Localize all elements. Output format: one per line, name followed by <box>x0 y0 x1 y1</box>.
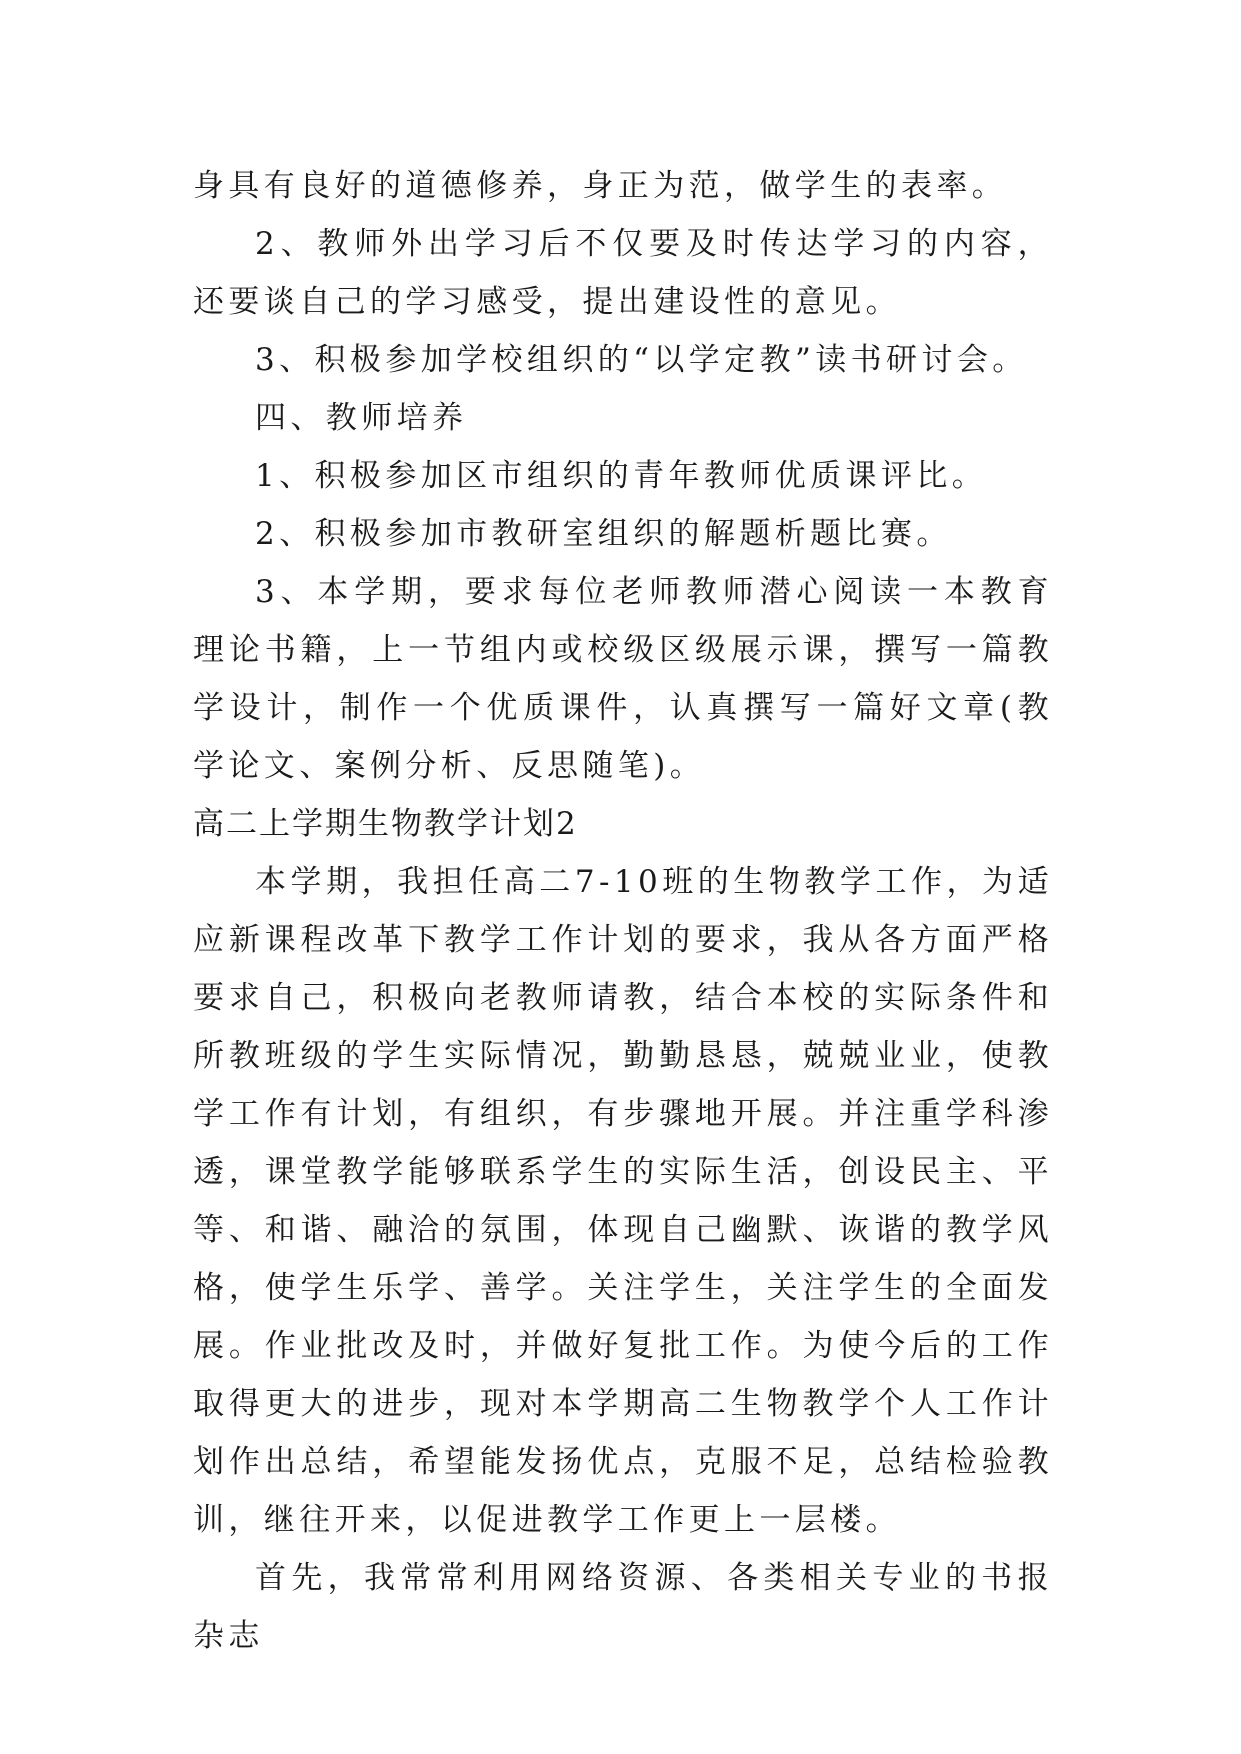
paragraph-item-3: 3、积极参加学校组织的“以学定教”读书研讨会。 <box>255 342 1028 378</box>
paragraph-training-item-2: 2、积极参加市教研室组织的解题析题比赛。 <box>255 516 952 552</box>
paragraph-training-item-3: 3、本学期，要求每位老师教师潜心阅读一本教育理论书籍，上一节组内或校级区级展示课，撰写一篇教学设计，制作一个优质课件，认真撰写一篇好文章(教学论文、案例分析、反思随笔)。 <box>193 574 1053 784</box>
paragraph-training-item-1: 1、积极参加区市组织的青年教师优质课评比。 <box>255 458 988 494</box>
paragraph-item-2: 2、教师外出学习后不仅要及时传达学习的内容，还要谈自己的学习感受，提出建设性的意见。 <box>193 226 1053 320</box>
document-title-plan-2: 高二上学期生物教学计划2 <box>193 806 578 842</box>
section-heading-teacher-training: 四、教师培养 <box>255 400 468 436</box>
paragraph-first: 首先，我常常利用网络资源、各类相关专业的书报杂志 <box>193 1560 1053 1654</box>
paragraph-intro: 本学期，我担任高二7-10班的生物教学工作，为适应新课程改革下教学工作计划的要求，我从各方面严格要求自己，积极向老教师请教，结合本校的实际条件和所教班级的学生实际情况，勤勤恳恳，兢兢业业，使教学工作有计划，有组织，有步骤地开展。并注重学科渗透，课堂教学能够联系学生的实际生活，创设民主、平等、和谐、融洽的氛围，体现自己幽默、诙谐的教学风格，使学生乐学、善学。关注学生，关注学生的全面发展。作业批改及时，并做好复批工作。为使今后的工作取得更大的进步，现对本学期高二生物教学个人工作计划作出总结，希望能发扬优点，克服不足，总结检验教训，继往开来，以促进教学工作更上一层楼。 <box>193 864 1053 1538</box>
paragraph-continuation: 身具有良好的道德修养，身正为范，做学生的表率。 <box>193 168 1008 204</box>
document-body <box>193 157 1053 1665</box>
